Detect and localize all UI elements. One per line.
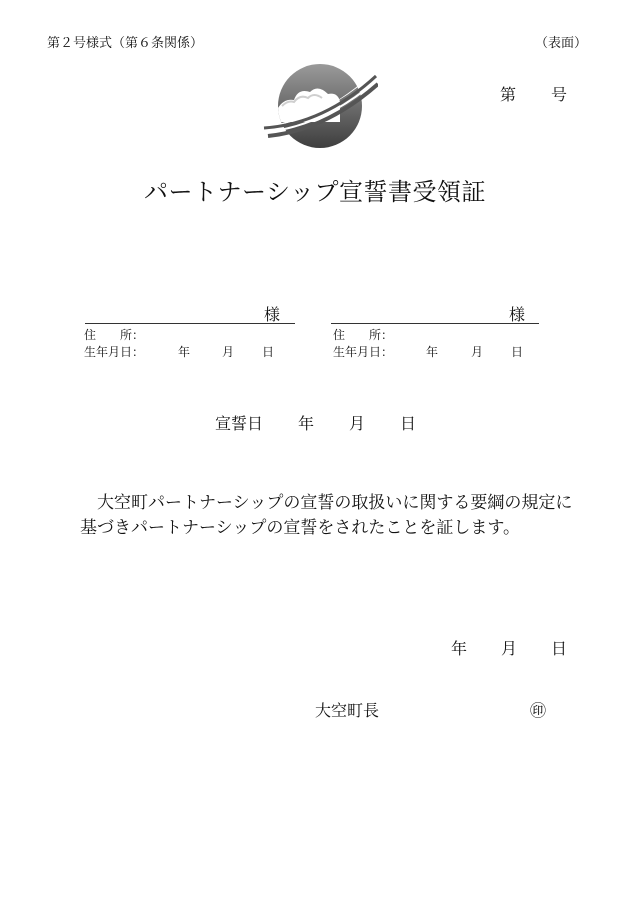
seal-mark: ㊞ [530,701,547,720]
side-label: （表面） [535,36,588,51]
statement-line-1: 大空町パートナーシップの宣誓の取扱いに関する要綱の規定に [97,493,573,513]
certificate-number-dai: 第 [500,85,517,104]
person1-birth-label: 生年月日： [84,345,145,359]
person2-birth-label: 生年月日： [333,345,394,359]
issue-date-month: 月 [501,639,518,658]
person2-sama: 様 [509,305,526,324]
person1-name-line [85,323,295,324]
oath-date-label: 宣誓日 [215,414,264,433]
person1-address-label: 住 所： [84,328,145,342]
person2-address-label: 住 所： [333,328,394,342]
signatory-name: 大空町長 [315,701,380,720]
certification-statement [80,491,580,541]
person1-birth-day: 日 [262,345,275,359]
person2-birth-day: 日 [511,345,524,359]
page-title: パートナーシップ宣誓書受領証 [143,178,487,206]
certificate-number-go: 号 [551,85,568,104]
issue-date-day: 日 [551,639,568,658]
person1-birth-month: 月 [222,345,235,359]
person2-birth-month: 月 [471,345,484,359]
town-emblem-icon [262,62,378,150]
person1-sama: 様 [264,305,281,324]
issue-date-year: 年 [451,639,468,658]
oath-date-year: 年 [298,414,315,433]
person2-birth-year: 年 [426,345,439,359]
oath-date-month: 月 [349,414,366,433]
oath-date-day: 日 [400,414,417,433]
person2-name-line [331,323,539,324]
form-number-label: 第２号様式（第６条関係） [47,36,204,51]
person1-birth-year: 年 [178,345,191,359]
statement-line-2: 基づきパートナーシップの宣誓をされたことを証します。 [80,518,520,538]
